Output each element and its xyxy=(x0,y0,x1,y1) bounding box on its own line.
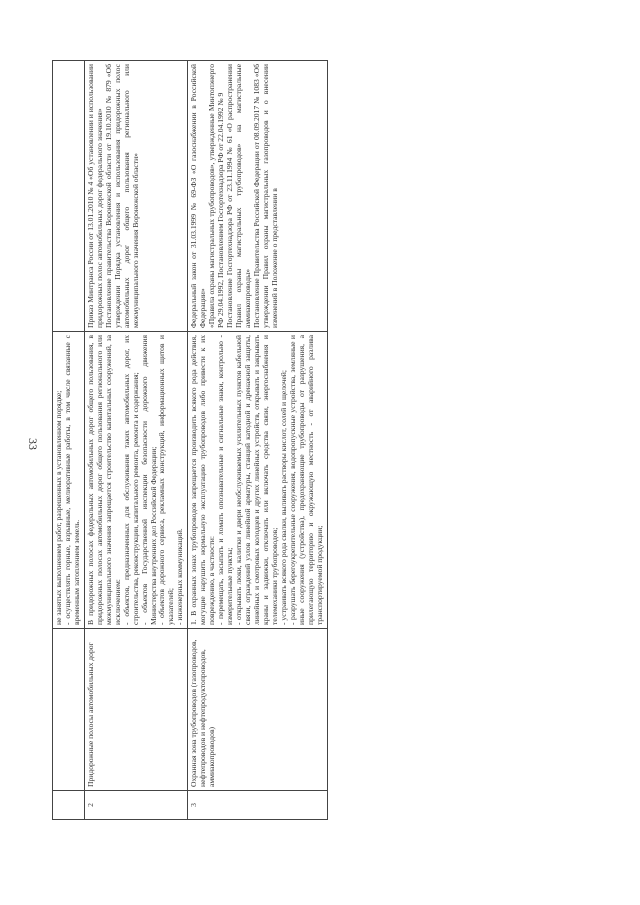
document-ref: Приказ Минтранса России от 13.01.2010 № 4 «Об установлении и использовании придорожных полос автомобильных дорог федерального значения» xyxy=(85,64,104,328)
documents-cell xyxy=(188,61,327,332)
page-number: 33 xyxy=(26,438,40,450)
rotated-page-content xyxy=(52,60,582,820)
document-ref: Постановление правительства Воронежской области от 19.10.2010 № 879 «Об утверждении Порядка установления и использования придорожных полос автомобильных дорог общего пользования регионального или межмуниципального значения Воронежской области» xyxy=(103,64,140,328)
restriction-line: - устраивать всякого рода свалки, выливать растворы кислот, солей и щелочей; xyxy=(278,370,288,625)
row-number xyxy=(53,791,85,820)
restriction-line: - объектов, предназначенных для обслуживания таких автомобильных дорог, их строительства, реконструкции, капитального ремонта, ремонта и содержания; xyxy=(121,335,140,625)
restriction-line: - объектов дорожного сервиса, рекламных конструкций, информационных щитов и указателей; xyxy=(157,335,176,625)
zone-name xyxy=(53,629,85,791)
documents-cell xyxy=(53,61,85,332)
table-row xyxy=(188,61,327,820)
zone-name: Охранная зона трубопроводов (газопроводов, нефтепроводов и нефтепродуктопроводов, аммиакопроводов) xyxy=(188,629,327,791)
row-number: 3 xyxy=(188,791,327,820)
table-row xyxy=(84,61,187,820)
row-number: 2 xyxy=(84,791,187,820)
restriction-line: не занятых выполнением работ, разрешенных в установленном порядке; xyxy=(54,390,63,625)
restrictions-cell xyxy=(188,332,327,629)
table-row xyxy=(53,61,85,820)
restriction-line: - перемещать, засыпать и ломать опознавательные и сигнальные знаки, контрольно - измерительные пункты; xyxy=(216,335,235,625)
zones-table xyxy=(52,60,328,820)
documents-cell xyxy=(84,61,187,332)
document-ref: Постановление Правительства Российской Федерации от 08.09.2017 № 1083 «Об утверждении Правил охраны магистральных газопроводов и о внесении изменений в Положение о представлении в xyxy=(252,64,279,328)
restriction-line: - разрушать берегоукрепительные сооружения, водопропускные устройства, земляные и иные сооружения (устройства), предохраняющие трубопроводы от разрушения, а прилегающую территорию и окружающую местность - от аварийного разлива транспортируемой продукции; xyxy=(287,335,324,625)
restrictions-cell xyxy=(84,332,187,629)
zone-name: Придорожные полосы автомобильных дорог xyxy=(84,629,187,791)
restriction-line: - осуществлять горные, взрывные, мелиоративные работы, в том числе связанные с временным затоплением земель. xyxy=(62,335,81,625)
restriction-line: - инженерных коммуникаций. xyxy=(175,528,185,625)
restriction-line: - объектов Государственной инспекции безопасности дорожного движения Министерства внутренних дел Российской Федерации; xyxy=(139,335,158,625)
document-ref: «Правила охраны магистральных трубопроводов», утвержденные Минтопэнерго РФ 29.04.1992, Постановлением Госгортехнадзора РФ от 22.04.1992 № 9 xyxy=(207,64,226,328)
restriction-line: В придорожных полосах федеральных автомобильных дорог общего пользования, в придорожных полосах автомобильных дорог общего пользования регионального или межмуниципального значения запрещается строительство капитальных сооружений, за исключением: xyxy=(85,335,122,625)
document-ref: Постановление Госгортехнадзора РФ от 23.11.1994 № 61 «О распространении Правил охраны магистральных трубопроводов» на магистральные аммиакопроводы» xyxy=(225,64,253,328)
restrictions-cell xyxy=(53,332,85,629)
document-ref: Федеральный закон от 31.03.1999 № 69-ФЗ «О газоснабжении в Российской Федерации» xyxy=(189,64,208,328)
restriction-line: - открывать люки, калитки и двери необслуживаемых усилительных пунктов кабельной связи, ограждений узлов линейной арматуры, станций катодной и дренажной защиты, линейных и смотровых колодцев и других линейных устройств, открывать и закрывать краны и задвижки, отключать или включать средства связи, энергоснабжения и телемеханики трубопроводов; xyxy=(234,335,279,625)
restriction-line: 1. В охранных зонах трубопроводов запрещается производить всякого рода действия, могущие нарушить нормальную эксплуатацию трубопроводов либо привести к их повреждению, в частности: xyxy=(189,335,217,625)
